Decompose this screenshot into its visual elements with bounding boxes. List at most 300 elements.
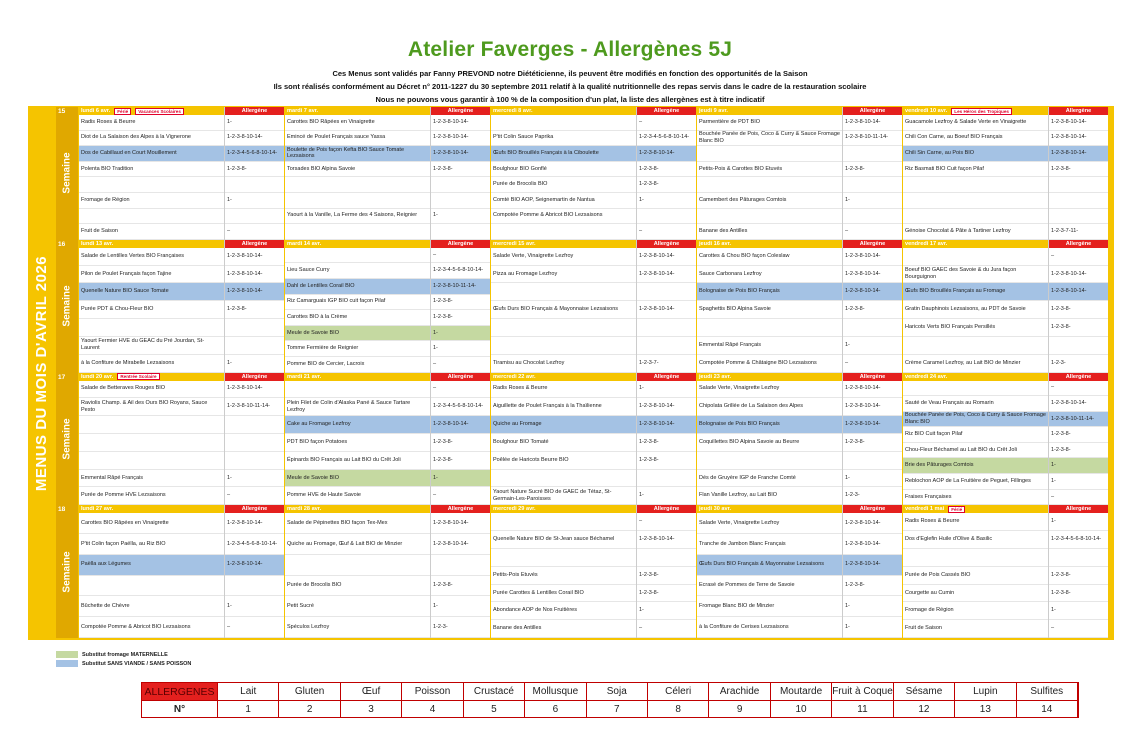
allergen-column [430,373,490,506]
allergen-header: Allergène [637,107,696,115]
allergen-codes: – [637,224,696,240]
allergen-codes: 1- [637,602,696,620]
allergen-codes: 1-2-3-8- [637,585,696,603]
day-column [696,107,842,240]
allergen-codes: 1-2-3- [843,487,902,505]
allergen-column [1048,505,1108,638]
dish-item: Bouchée Panée de Pois, Coco & Curry & Sauce Fromage Blanc BIO [903,412,1048,428]
allergen-codes: 1-2-3-8-10-14- [843,416,902,434]
dish-item: Diot de La Salaison des Alpes à la Vignerone [79,131,224,147]
allergen-codes: 1-2-3-8-10-14- [843,381,902,399]
page-title: Atelier Faverges - Allergènes 5J [407,38,733,61]
allergen-codes: 1- [843,617,902,638]
subtitle-line-1: Ces Menus sont validés par Fanny PREVOND notre Diététicienne, ils peuvent être modifiés en fonction des opportunités de la Saison [332,69,808,78]
allergen-codes [1049,209,1108,225]
allergen-header: Allergène [637,240,696,248]
dish-item [79,434,224,452]
dish-item: Carottes BIO Râpées en Vinaigrette [285,115,430,131]
dish-item: Sauté de Veau Français au Romarin [903,396,1048,412]
allergen-codes: 1-2-3-8-10-14- [431,146,490,162]
dish-item: Compotée Pomme & Abricot BIO Lezsaisons [79,617,224,638]
dish-item [903,209,1048,225]
legend-maternelle-label: Substitut fromage MATERNELLE [82,651,168,658]
dish-item: Purée PDT & Chou-Fleur BIO [79,301,224,319]
allergen-codes: 1-2-3-8-10-14- [225,131,284,147]
allergen-codes: – [843,355,902,373]
allergen-codes: 1- [637,381,696,399]
allergen-name: Mollusque [525,683,586,701]
allergen-header: Allergène [637,373,696,381]
allergen-codes: 1-2-3-8-10-14- [637,301,696,319]
allergen-codes [637,470,696,488]
dish-item: Banane des Antilles [697,224,842,240]
dish-item: Épinards BIO Français au Lait BIO du Crêt Joli [285,452,430,470]
allergen-name: Moutarde [771,683,832,701]
dish-item [79,177,224,193]
allergen-header: Allergène [1049,240,1108,248]
dish-item: Chili Con Carne, au Boeuf BIO Français [903,131,1048,147]
week-label: Semaine [61,418,73,460]
dish-item: Fromage Blanc BIO de Minzier [697,596,842,617]
day-date: lundi 27 avr. [81,506,114,513]
dish-item: Fraises Françaises [903,490,1048,506]
allergen-codes: 1- [225,115,284,131]
legend-sans-viande [56,660,191,667]
allergen-codes: 1-2-3-8- [431,310,490,326]
allergen-codes: 1-2-3-4-5-6-8-10-14- [225,534,284,555]
day-column [78,373,224,506]
dish-item: Quiche au Fromage, Œuf & Lait BIO de Minzier [285,534,430,555]
dish-item: Génoise Chocolat & Pâte à Tartiner Lezfroy [903,224,1048,240]
allergen-codes [225,337,284,355]
allergen-codes: 1-2-3-8-10-14- [225,248,284,266]
allergen-header: Allergène [431,505,490,513]
dish-item: Paëlla aux Légumes [79,555,224,576]
dish-item: Radis Roses & Beurre [903,513,1048,531]
allergen-codes: – [1049,490,1108,506]
allergen-number: 12 [894,701,955,718]
dish-item: Tranche de Jambon Blanc Français [697,534,842,555]
allergen-header: Allergène [843,505,902,513]
dish-item: Chili Sin Carne, au Pois BIO [903,146,1048,162]
dish-item: Carottes & Chou BIO façon Coleslaw [697,248,842,266]
allergen-number: 10 [771,701,832,718]
dish-item: Comté BIO AOP, Seignemartin de Nantua [491,193,636,209]
dish-item: Bolognaise de Pois BIO Français [697,416,842,434]
day-header [491,240,636,248]
day-tag: Les Héros des Tropiques [951,108,1012,115]
day-tag: Vacances Scolaires [135,108,184,115]
allergen-codes: 1-2-3-8-10-14- [637,531,696,549]
allergen-codes: 1-2-3-8-10-14- [1049,396,1108,412]
allergen-column [224,373,284,506]
allergen-codes: 1-2-3-8- [637,177,696,193]
day-column [490,373,636,506]
week-label: Semaine [61,152,73,194]
dish-item: P'tit Colin façon Paëlla, au Riz BIO [79,534,224,555]
day-column [490,107,636,240]
allergen-codes: 1-2-3-8-10-14- [637,146,696,162]
allergen-codes: 1-2-3-8- [843,301,902,319]
allergen-column [224,240,284,373]
allergen-name: Sulfites [1017,683,1078,701]
allergen-codes [843,209,902,225]
dish-item: Poêlée de Haricots Beurre BIO [491,452,636,470]
dish-item: Flan Vanille Lezfroy, au Lait BIO [697,487,842,505]
allergen-codes: 1-2-3-8-10-14- [843,398,902,416]
dish-item [491,115,636,131]
dish-item: Fruit de Saison [79,224,224,240]
allergen-codes: 1-2-3-8-10-14- [1049,266,1108,284]
allergen-header: Allergène [637,505,696,513]
allergen-codes [637,283,696,301]
dish-item: Petits-Pois Etuvés [491,567,636,585]
day-column [490,240,636,373]
allergen-codes [1049,193,1108,209]
allergen-codes: 1-2-3- [431,617,490,638]
day-date: mardi 28 avr. [287,506,322,513]
dish-item: Dos de Cabillaud en Court Mouillement [79,146,224,162]
dish-item [903,193,1048,209]
dish-item: Quiche au Fromage [491,416,636,434]
dish-item: Ecrasé de Pommes de Terre de Savoie [697,576,842,597]
allergen-codes: – [637,620,696,638]
allergen-column [224,505,284,638]
allergen-codes: 1-2-3-8-10-14- [637,416,696,434]
allergen-codes: 1-2-3-8- [843,162,902,178]
allergen-codes: – [225,487,284,505]
dish-item: Polenta BIO Tradition [79,162,224,178]
dish-item [903,337,1048,355]
allergen-column [430,505,490,638]
week-label-cell [56,505,78,638]
allergen-number: 8 [648,701,709,718]
week-number: 16 [58,240,66,248]
dish-item: Sauce Carbonara Lezfroy [697,266,842,284]
allergen-codes: 1- [1049,474,1108,490]
allergen-header: Allergène [1049,107,1108,115]
dish-item: Dos d'Eglefin Huile d'Olive & Basilic [903,531,1048,549]
dish-item: Meule de Savoie BIO [285,470,430,488]
allergen-codes: 1-2-3-8- [637,434,696,452]
week-label-cell [56,107,78,240]
day-header [697,505,842,513]
allergen-codes: – [843,224,902,240]
day-date: mercredi 29 avr. [493,506,536,513]
allergen-codes: 1-2-3-8-10-14- [1049,115,1108,131]
dish-item: Dahl de Lentilles Corail BIO [285,279,430,295]
allergen-codes: 1-2-3-8- [225,301,284,319]
day-date: vendredi 17 avr. [905,240,948,247]
allergen-codes: 1-2-3-8-10-14- [225,381,284,399]
dish-item [79,319,224,337]
allergen-codes: 1- [431,341,490,357]
day-date: mardi 7 avr. [287,108,319,114]
allergen-codes: 1-2-3-7-11- [1049,224,1108,240]
allergen-codes: 1-2-3-8-10-14- [843,534,902,555]
week-label: Semaine [61,551,73,593]
dish-item: Meule de Savoie BIO [285,326,430,342]
dish-item: Crème Caramel Lezfroy, au Lait BIO de Minzier [903,355,1048,373]
allergen-codes: 1-2-3-8-10-11-14- [843,131,902,147]
dish-item: Carottes BIO Râpées en Vinaigrette [79,513,224,534]
allergen-codes [431,555,490,576]
day-date: lundi 13 avr. [81,240,114,247]
dish-item: à la Confiture de Mirabelle Lezsaisons [79,355,224,373]
allergen-header: Allergène [431,107,490,115]
dish-item: Brie des Pâturages Comtois [903,458,1048,474]
allergen-number: 5 [464,701,525,718]
allergen-codes: 1-2-3-8-10-14- [637,248,696,266]
day-column [78,505,224,638]
allergen-codes: 1- [225,355,284,373]
allergen-number: 3 [341,701,402,718]
allergen-codes: 1-2-3-4-5-6-8-10-14- [431,398,490,416]
allergen-codes [431,193,490,209]
allergen-codes: 1-2-3-4-5-6-8-10-14- [1049,531,1108,549]
allergen-codes: 1- [843,337,902,355]
allergen-codes [225,209,284,225]
day-date: mercredi 8 avr. [493,108,533,114]
dish-item: Quenelle Nature BIO de St-Jean sauce Béchamel [491,531,636,549]
dish-item: Pomme HVE de Haute Savoie [285,487,430,505]
dish-item: Dés de Gruyère IGP de Franche Comté [697,470,842,488]
dish-item: Yaourt Nature Sucré BIO de GAEC de Tétaz, St-Germain-Les-Paroisses [491,487,636,505]
day-column [902,240,1048,373]
allergen-codes: 1-2-3-8-10-14- [843,555,902,576]
dish-item: Gratin Dauphinois Lezsaisons, au PDT de Savoie [903,301,1048,319]
allergen-codes: 1-2-3-4-5-6-8-10-14- [431,263,490,279]
allergen-codes: 1- [431,596,490,617]
allergen-column [1048,107,1108,240]
allergen-codes [843,177,902,193]
day-date: jeudi 23 avr. [699,373,732,380]
day-header [903,240,1048,248]
day-header [697,107,842,115]
allergen-header: Allergène [431,240,490,248]
allergen-codes: 1-2-3-8-10-14- [843,513,902,534]
side-title: MENUS DU MOIS D'AVRIL 2026 [33,255,51,491]
dish-item [285,177,430,193]
day-column [284,505,430,638]
dish-item: Haricots Verts BIO Français Persillés [903,319,1048,337]
week-label: Semaine [61,285,73,327]
day-tag: Férié [948,506,965,513]
allergen-table [141,682,1079,718]
dish-item [285,193,430,209]
dish-item: Carottes BIO à la Crème [285,310,430,326]
allergen-codes: 1-2-3-8- [1049,162,1108,178]
allergen-name: Soja [587,683,648,701]
day-column [696,240,842,373]
legend-swatch-blue [56,660,78,667]
allergen-column [1048,240,1108,373]
dish-item [697,177,842,193]
allergen-codes: 1- [431,209,490,225]
dish-item: Fromage de Région [903,602,1048,620]
week-number: 15 [58,108,66,115]
dish-item: Chipolata Grillée de La Salaison des Alpes [697,398,842,416]
allergen-codes [637,549,696,567]
allergen-codes: 1-2-3-8- [431,434,490,452]
dish-item: Emmental Râpé Français [79,470,224,488]
week-label-cell [56,240,78,373]
allergen-codes: – [431,487,490,505]
day-column [696,373,842,506]
side-title-bar [28,106,56,640]
dish-item: Bolognaise de Pois BIO Français [697,283,842,301]
dish-item [79,452,224,470]
dish-item: Compotée Pomme & Abricot BIO Lezsaisons [491,209,636,225]
allergen-codes: 1-2-3-8- [843,576,902,597]
dish-item [491,470,636,488]
day-column [902,373,1048,506]
allergen-codes: – [431,357,490,373]
allergen-codes: 1-2-3-8-10-11-14- [431,279,490,295]
dish-item [285,248,430,264]
day-date: mardi 14 avr. [287,240,322,247]
dish-item [903,248,1048,266]
allergen-codes: 1-2-3-8-10-14- [1049,283,1108,301]
allergen-codes: 1- [431,326,490,342]
dish-item: Reblochon AOP de La Fruitière de Peguet, Fillinges [903,474,1048,490]
allergen-codes [431,177,490,193]
allergen-codes [843,146,902,162]
allergen-column [224,107,284,240]
day-header [491,107,636,115]
allergen-codes [225,177,284,193]
week-number: 17 [58,373,66,381]
dish-item [491,337,636,355]
day-header [285,240,430,248]
allergen-codes [225,416,284,434]
dish-item: Riz BIO Cuit façon Pilaf [903,427,1048,443]
day-header [79,373,224,381]
allergen-codes [225,319,284,337]
dish-item: Plein Filet de Colin d'Alaska Pané & Sauce Tartare Lezfroy [285,398,430,416]
dish-item: Salade de Pépinettes BIO façon Tex-Mex [285,513,430,534]
allergen-name: Crustacé [464,683,525,701]
day-tag: Férié [114,108,131,115]
dish-item: Salade de Betteraves Rouges BIO [79,381,224,399]
allergen-codes [637,209,696,225]
allergen-codes: 1-2-3-8-10-11-14- [225,398,284,416]
dish-item: Petit Sucré [285,596,430,617]
dish-item [79,209,224,225]
dish-item: Riz Camarguais IGP BIO cuit façon Pilaf [285,295,430,311]
allergen-header: Allergène [843,373,902,381]
allergen-codes: 1- [1049,602,1108,620]
allergen-number: 7 [587,701,648,718]
day-header [697,240,842,248]
dish-item: P'tit Colin Sauce Paprika [491,131,636,147]
allergen-codes: 1-2-3-8-10-14- [431,416,490,434]
day-column [78,240,224,373]
day-tag: Rentrée Scolaire [117,373,159,380]
dish-item [285,381,430,399]
dish-item: Quenelle Nature BIO Sauce Tomate [79,283,224,301]
dish-item: Fromage de Région [79,193,224,209]
allergen-column [1048,373,1108,506]
allergen-codes [431,224,490,240]
allergen-name: Lait [218,683,279,701]
allergen-codes: 1-2-3-4-5-6-8-10-14- [225,146,284,162]
dish-item: Yaourt à la Vanille, La Ferme des 4 Saisons, Reignier [285,209,430,225]
day-date: jeudi 9 avr. [699,108,728,114]
legend-sans-viande-label: Substitut SANS VIANDE / SANS POISSON [82,660,192,667]
allergen-codes: 1-2-3-8- [1049,443,1108,459]
dish-item: Banane des Antilles [491,620,636,638]
allergen-number: 4 [402,701,463,718]
dish-item: Salade Verte, Vinaigrette Lezfroy [697,513,842,534]
allergen-codes: 1-2-3-8- [225,162,284,178]
allergen-codes: – [431,381,490,399]
allergen-column [636,373,696,506]
day-header [79,107,224,115]
day-column [284,373,430,506]
dish-item: Abondance AOP de Nos Fruitières [491,602,636,620]
day-column [902,505,1048,638]
day-column [902,107,1048,240]
allergen-codes: 1-2-3-8-10-14- [637,266,696,284]
dish-item [697,319,842,337]
dish-item: Guacamole Lezfroy & Salade Verte en Vinaigrette [903,115,1048,131]
dish-item: Pomme BIO de Cercier, Lacroix [285,357,430,373]
dish-item [285,555,430,576]
allergen-codes [637,337,696,355]
allergen-codes: – [1049,620,1108,638]
allergen-codes: 1- [1049,513,1108,531]
dish-item: Compotée Pomme & Châtaigne BIO Lezsaisons [697,355,842,373]
dish-item [491,319,636,337]
dish-item: Camembert des Pâturages Comtois [697,193,842,209]
allergen-number: 14 [1017,701,1078,718]
day-column [78,107,224,240]
day-date: mercredi 15 avr. [493,240,536,247]
allergen-codes: 1-2-3-8-10-14- [637,398,696,416]
day-header [697,373,842,381]
legend-maternelle [56,651,168,658]
allergen-codes: – [637,115,696,131]
allergen-codes: 1-2-3-8- [637,567,696,585]
allergen-codes: 1-2-3-8-10-14- [225,555,284,576]
dish-item: Yaourt Fermier HVE du GEAC du Pré Jourdan, St-Laurent [79,337,224,355]
subtitle-line-3: Nous ne pouvons vous garantir à 100 % de la composition d'un plat, la liste des allergènes est à titre indicatif [375,95,765,104]
day-header [285,107,430,115]
dish-item: Œufs BIO Brouillés Français à la Ciboulette [491,146,636,162]
allergen-column [842,505,902,638]
allergen-header: Allergène [225,505,284,513]
dish-item: Torsades BIO Alpina Savoie [285,162,430,178]
dish-item: Boulghour BIO Gonflé [491,162,636,178]
day-header [79,505,224,513]
dish-item [285,224,430,240]
allergen-name: Lupin [955,683,1016,701]
allergen-codes: 1- [225,193,284,209]
allergen-codes: 1-2-3-8-10-14- [843,248,902,266]
dish-item: Purée de Brocolis BIO [491,177,636,193]
allergen-number: 11 [832,701,893,718]
allergen-codes: 1-2-3-8- [1049,319,1108,337]
allergen-codes: – [225,617,284,638]
day-column [696,505,842,638]
allergen-codes: 1-2-3-8-10-11-14- [1049,412,1108,428]
dish-item: Boulette de Pois façon Kefta BIO Sauce Tomate Lezsaisons [285,146,430,162]
dish-item: Pilon de Poulet Français façon Tajine [79,266,224,284]
allergen-column [842,240,902,373]
dish-item: à la Confiture de Cerises Lezsaisons [697,617,842,638]
subtitle-line-2: Ils sont réalisés conformément au Décret n° 2011-1227 du 30 septembre 2011 relatif à la qualité nutritionnelle des repas servis dans le cadre de la restauration scolaire [273,82,867,91]
